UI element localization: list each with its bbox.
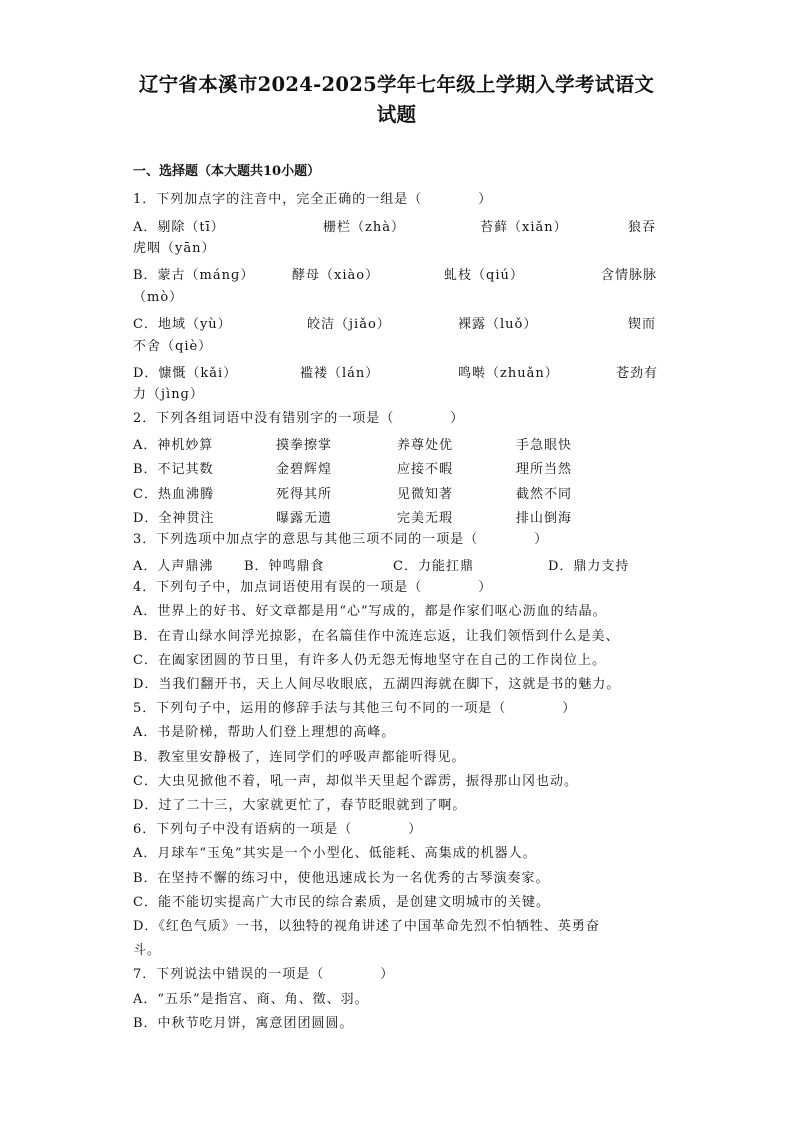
q4-stem: 4．下列句子中，加点词语使用有误的一项是（ ） <box>133 580 493 595</box>
q2-b-3: 应接不暇 <box>397 462 454 477</box>
q2-a-2: 摸拳擦掌 <box>276 438 333 453</box>
q5-option-b: B．教室里安静极了，连同学们的呼吸声都能听得见。 <box>133 750 466 765</box>
q1-option-a-4: 狼吞 <box>628 220 657 235</box>
q1-option-a-cont: 虎咽（yān） <box>133 241 216 256</box>
q1-option-c-1: C．地域（yù） <box>133 317 232 332</box>
q2-d-3: 完美无瑕 <box>397 511 454 526</box>
q1-option-b-1: B．蒙古（mánɡ） <box>133 268 255 283</box>
q1-option-d-3: 鸣啭（zhuǎn） <box>458 366 559 381</box>
q5-option-d: D．过了二十三，大家就更忙了，春节眨眼就到了啊。 <box>133 798 467 813</box>
q1-option-c-4: 锲而 <box>628 317 657 332</box>
q1-option-c-3: 裸露（luǒ） <box>458 317 538 332</box>
q2-d-1: D．全神贯注 <box>133 511 215 526</box>
q2-d-4: 排山倒海 <box>516 511 573 526</box>
q4-option-c: C．在阖家团圆的节日里，有许多人仍无怨无悔地坚守在自己的工作岗位上。 <box>133 653 606 668</box>
q3-option-c: C．力能扛鼎 <box>393 559 474 574</box>
q1-option-b-4: 含情脉脉 <box>601 268 658 283</box>
q4-option-b: B．在青山绿水间浮光掠影，在名篇佳作中流连忘返，让我们领悟到什么是美、 <box>133 629 620 644</box>
q5-option-c: C．大虫见掀他不着，吼一声，却似半天里起个霹雳，振得那山冈也动。 <box>133 774 578 789</box>
q1-option-b-2: 酵母（xiào） <box>292 268 380 283</box>
q1-option-a-2: 栅栏（zhà） <box>323 220 405 235</box>
q4-option-a: A．世界上的好书、好文章都是用“心”写成的，都是作家们呕心沥血的结晶。 <box>133 604 607 619</box>
q2-c-4: 截然不同 <box>516 487 573 502</box>
document-title <box>60 70 733 130</box>
q1-stem: 1．下列加点字的注音中，完全正确的一组是（ ） <box>133 192 493 207</box>
section-header: 一、选择题（本大题共10小题） <box>133 164 321 179</box>
title-line-1: 辽宁省本溪市2024-2025学年七年级上学期入学考试语文 <box>138 73 655 96</box>
q1-option-d-4: 苍劲有 <box>616 366 659 381</box>
q5-stem: 5．下列句子中，运用的修辞手法与其他三句不同的一项是（ ） <box>133 701 577 716</box>
q3-option-a: A．人声鼎沸 <box>133 559 214 574</box>
q2-stem: 2．下列各组词语中没有错别字的一项是（ ） <box>133 411 465 426</box>
q7-option-a: A．“五乐”是指宫、商、角、徵、羽。 <box>133 992 369 1007</box>
q3-stem: 3．下列选项中加点字的意思与其他三项不同的一项是（ ） <box>133 532 549 547</box>
q1-option-a-1: A．剔除（tī） <box>133 220 225 235</box>
q6-option-d-cont: 斗。 <box>133 943 162 958</box>
q4-option-d: D．当我们翻开书，天上人间尽收眼底，五湖四海就在脚下，这就是书的魅力。 <box>133 677 621 692</box>
q1-option-a-3: 苔藓（xiǎn） <box>480 220 568 235</box>
q5-option-a: A．书是阶梯，帮助人们登上理想的高峰。 <box>133 725 396 740</box>
q2-b-4: 理所当然 <box>516 462 573 477</box>
q1-option-b-3: 虬枝（qiú） <box>444 268 524 283</box>
q6-stem: 6．下列句子中没有语病的一项是（ ） <box>133 822 423 837</box>
q7-option-b: B．中秋节吃月饼，寓意团团圆圆。 <box>133 1016 354 1031</box>
q1-option-d-1: D．慷慨（kǎi） <box>133 366 238 381</box>
q6-option-b: B．在坚持不懈的练习中，使他迅速成长为一名优秀的古琴演奏家。 <box>133 871 550 886</box>
q2-c-1: C．热血沸腾 <box>133 487 214 502</box>
q2-d-2: 曝露无遗 <box>276 511 333 526</box>
q7-stem: 7．下列说法中错误的一项是（ ） <box>133 967 395 982</box>
q6-option-a: A．月球车“玉兔”其实是一个小型化、低能耗、高集成的机器人。 <box>133 846 537 861</box>
q1-option-b-cont: （mò） <box>133 290 184 305</box>
q2-c-2: 死得其所 <box>276 487 333 502</box>
q2-c-3: 见微知著 <box>397 487 454 502</box>
q1-option-d-cont: 力（jìnɡ） <box>133 387 204 402</box>
title-line-2: 试题 <box>376 103 417 126</box>
q1-option-d-2: 褴褛（lán） <box>300 366 380 381</box>
q2-a-3: 养尊处优 <box>397 438 454 453</box>
q2-a-4: 手急眼快 <box>516 438 573 453</box>
q6-option-c: C．能不能切实提高广大市民的综合素质，是创建文明城市的关键。 <box>133 895 550 910</box>
q1-option-c-cont: 不舍（qiè） <box>133 339 213 354</box>
q3-option-d: D．鼎力支持 <box>548 559 630 574</box>
q2-b-1: B．不记其数 <box>133 462 214 477</box>
q6-option-d: D．《红色气质》一书，以独特的视角讲述了中国革命先烈不怕牺牲、英勇奋 <box>133 919 600 934</box>
q1-option-c-2: 皎洁（jiǎo） <box>307 317 391 332</box>
q2-b-2: 金碧辉煌 <box>276 462 333 477</box>
q2-a-1: A．神机妙算 <box>133 438 214 453</box>
q3-option-b: B．钟鸣鼎食 <box>244 559 325 574</box>
